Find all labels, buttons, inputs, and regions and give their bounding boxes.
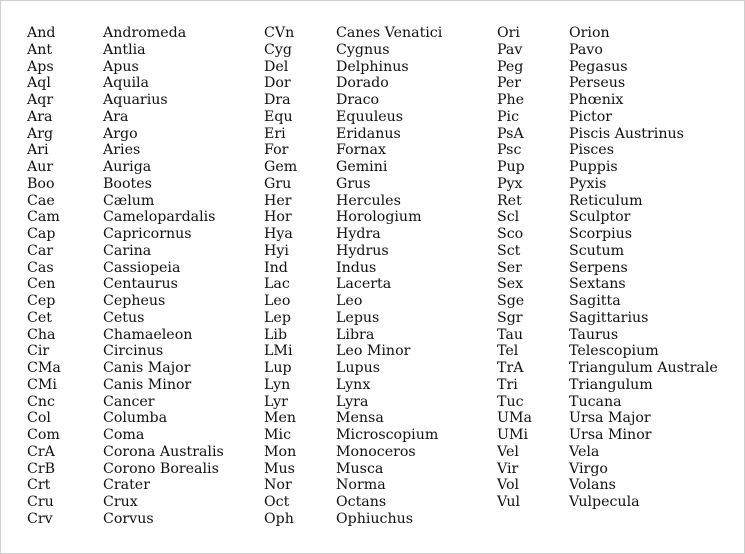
constellation-abbreviation: Ari xyxy=(27,142,49,159)
constellation-abbreviation: Cen xyxy=(27,276,56,293)
constellation-name: Apus xyxy=(103,58,139,75)
constellation-name: Taurus xyxy=(569,326,619,343)
constellation-abbreviation: Vul xyxy=(497,494,521,510)
constellation-abbreviation: Lyr xyxy=(264,393,288,410)
constellation-abbreviation: Peg xyxy=(497,58,524,75)
constellation-abbreviation: CMi xyxy=(27,376,57,393)
constellation-name: Dorado xyxy=(336,75,389,92)
constellation-abbreviation: Aql xyxy=(27,75,51,92)
constellation-name: Orion xyxy=(569,25,610,41)
constellation-abbreviation: UMi xyxy=(497,427,529,443)
constellation-name: Hydrus xyxy=(336,242,389,259)
constellation-abbreviation: Sge xyxy=(497,293,525,309)
constellation-abbreviation: Leo xyxy=(264,293,291,309)
constellation-abbreviation: Boo xyxy=(27,175,55,192)
constellation-abbreviation: Cam xyxy=(27,209,60,226)
constellation-name: Triangulum Australe xyxy=(569,360,718,376)
constellation-abbreviation: Cha xyxy=(27,326,56,343)
constellation-name: Canes Venatici xyxy=(336,25,443,41)
constellation-name: Vela xyxy=(569,443,600,460)
constellation-abbreviation: Hya xyxy=(264,226,293,242)
constellation-name: Ophiuchus xyxy=(336,510,414,527)
constellation-abbreviation: Lib xyxy=(264,326,288,343)
constellation-abbreviation: Crv xyxy=(27,510,53,527)
constellation-name: Aquila xyxy=(103,75,149,92)
constellation-name: Virgo xyxy=(569,460,608,477)
constellation-abbreviation: Sgr xyxy=(497,309,523,326)
constellation-name: Aquarius xyxy=(103,92,168,108)
constellation-name: Argo xyxy=(103,125,138,142)
constellation-name: Ara xyxy=(103,108,129,125)
constellation-name: Antlia xyxy=(103,41,146,58)
constellation-abbreviation: Gem xyxy=(264,159,298,175)
constellation-name: Camelopardalis xyxy=(103,209,216,226)
constellation-name: Microscopium xyxy=(336,427,439,443)
constellation-name: Scorpius xyxy=(569,226,633,242)
constellation-abbreviation: Dra xyxy=(264,92,291,108)
constellation-abbreviation: Psc xyxy=(497,142,522,159)
constellation-name: Perseus xyxy=(569,75,626,92)
constellation-abbreviation: Ret xyxy=(497,192,522,209)
constellation-name: Auriga xyxy=(103,159,152,175)
constellation-abbreviation: Sct xyxy=(497,242,521,259)
constellation-name: Volans xyxy=(569,477,616,494)
constellation-name: Cassiopeia xyxy=(103,259,181,276)
constellation-name: Sagitta xyxy=(569,293,621,309)
constellation-name: Equuleus xyxy=(336,108,404,125)
constellation-abbreviation: Her xyxy=(264,192,292,209)
constellation-name: Lepus xyxy=(336,309,380,326)
constellation-name: Octans xyxy=(336,494,387,510)
constellation-name: Sculptor xyxy=(569,209,631,226)
constellation-name: Musca xyxy=(336,460,384,477)
constellation-abbreviation: CrA xyxy=(27,443,55,460)
constellation-abbreviation: Del xyxy=(264,58,289,75)
constellation-abbreviation: Phe xyxy=(497,92,525,108)
constellation-name: Delphinus xyxy=(336,58,409,75)
constellation-name: Cetus xyxy=(103,309,145,326)
constellation-abbreviation: Lac xyxy=(264,276,290,293)
constellation-abbreviation: Per xyxy=(497,75,522,92)
constellation-abbreviation: Mon xyxy=(264,443,297,460)
constellation-name: Pavo xyxy=(569,41,603,58)
constellation-abbreviation: Vol xyxy=(497,477,520,494)
constellation-abbreviation: Cru xyxy=(27,494,54,510)
constellation-name: Vulpecula xyxy=(569,494,640,510)
constellation-abbreviation: Mus xyxy=(264,460,295,477)
constellation-abbreviation: Ind xyxy=(264,259,288,276)
constellation-name: Telescopium xyxy=(569,343,659,360)
constellation-name: Carina xyxy=(103,242,152,259)
constellation-abbreviation: Aur xyxy=(27,159,54,175)
constellation-abbreviation: Pav xyxy=(497,41,523,58)
constellation-abbreviation: Mic xyxy=(264,427,292,443)
constellation-name: Draco xyxy=(336,92,380,108)
constellation-name: Bootes xyxy=(103,175,152,192)
constellation-name: Eridanus xyxy=(336,125,401,142)
constellation-abbreviation: LMi xyxy=(264,343,293,360)
constellation-abbreviation: Com xyxy=(27,427,60,443)
constellation-name: Libra xyxy=(336,326,375,343)
constellation-name: Lupus xyxy=(336,360,381,376)
constellation-name: Reticulum xyxy=(569,192,643,209)
constellation-name: Horologium xyxy=(336,209,422,226)
constellation-name: Monoceros xyxy=(336,443,416,460)
constellation-name: Pictor xyxy=(569,108,613,125)
constellation-abbreviation: Cnc xyxy=(27,393,55,410)
constellation-name: Piscis Austrinus xyxy=(569,125,684,142)
constellation-abbreviation: Pyx xyxy=(497,175,523,192)
constellation-name: Aries xyxy=(103,142,141,159)
constellation-abbreviation: Aps xyxy=(27,58,54,75)
constellation-abbreviation: Ori xyxy=(497,25,520,41)
constellation-abbreviation: Arg xyxy=(27,125,54,142)
constellation-abbreviation: Crt xyxy=(27,477,51,494)
constellation-abbreviation: Car xyxy=(27,242,54,259)
constellation-name: Chamaeleon xyxy=(103,326,193,343)
constellation-abbreviation: For xyxy=(264,142,289,159)
constellation-name: Tucana xyxy=(569,393,622,410)
constellation-abbreviation: UMa xyxy=(497,410,532,427)
constellation-name: Ursa Major xyxy=(569,410,651,427)
constellation-name: Capricornus xyxy=(103,226,192,242)
constellation-abbreviation: Gru xyxy=(264,175,292,192)
constellation-name: Corono Borealis xyxy=(103,460,219,477)
constellation-abbreviation: PsA xyxy=(497,125,524,142)
constellation-name: Corona Australis xyxy=(103,443,224,460)
constellation-name: Cælum xyxy=(103,192,155,209)
constellation-abbreviation: Vir xyxy=(497,460,519,477)
constellation-abbreviation: Sco xyxy=(497,226,524,242)
constellation-name: Cygnus xyxy=(336,41,390,58)
constellation-name: Ursa Minor xyxy=(569,427,652,443)
constellation-abbreviation: Cae xyxy=(27,192,55,209)
constellation-abbreviation: CVn xyxy=(264,25,295,41)
constellation-abbreviation: Scl xyxy=(497,209,520,226)
constellation-abbreviation: Tri xyxy=(497,376,518,393)
constellation-name: Coma xyxy=(103,427,145,443)
constellation-name: Grus xyxy=(336,175,371,192)
constellation-name: Sextans xyxy=(569,276,626,293)
constellation-abbreviation: And xyxy=(27,25,56,41)
constellation-name: Serpens xyxy=(569,259,628,276)
constellation-name: Gemini xyxy=(336,159,388,175)
constellation-name: Lacerta xyxy=(336,276,392,293)
constellation-abbreviation: Cyg xyxy=(264,41,292,58)
constellation-abbreviation: CMa xyxy=(27,360,61,376)
constellation-abbreviation: Lep xyxy=(264,309,291,326)
constellation-abbreviation: Hyi xyxy=(264,242,289,259)
constellation-name: Lynx xyxy=(336,376,371,393)
constellation-abbreviation: Hor xyxy=(264,209,292,226)
constellation-name: Canis Major xyxy=(103,360,191,376)
constellation-abbreviation: Lup xyxy=(264,360,292,376)
constellation-name: Puppis xyxy=(569,159,618,175)
constellation-abbreviation: Aqr xyxy=(27,92,54,108)
constellation-name: Crux xyxy=(103,494,138,510)
constellation-abbreviation: Dor xyxy=(264,75,291,92)
constellation-abbreviation: Cas xyxy=(27,259,54,276)
constellation-name: Leo xyxy=(336,293,363,309)
constellation-abbreviation: Vel xyxy=(497,443,519,460)
constellation-abbreviation: Ara xyxy=(27,108,53,125)
constellation-name: Pegasus xyxy=(569,58,628,75)
constellation-abbreviation: Tuc xyxy=(497,393,524,410)
constellation-name: Corvus xyxy=(103,510,154,527)
constellation-abbreviation: Pup xyxy=(497,159,525,175)
constellation-abbreviation: Men xyxy=(264,410,297,427)
constellation-name: Indus xyxy=(336,259,377,276)
constellation-abbreviation: Lyn xyxy=(264,376,291,393)
constellation-abbreviation: Cep xyxy=(27,293,56,309)
constellation-abbreviation: Nor xyxy=(264,477,292,494)
constellation-name: Crater xyxy=(103,477,150,494)
constellation-abbreviation: Ant xyxy=(27,41,53,58)
constellation-name: Leo Minor xyxy=(336,343,411,360)
constellation-abbreviation: Cet xyxy=(27,309,52,326)
constellation-name: Columba xyxy=(103,410,168,427)
constellation-name: Sagittarius xyxy=(569,309,649,326)
constellation-name: Pyxis xyxy=(569,175,607,192)
constellation-abbreviation: Cir xyxy=(27,343,50,360)
constellation-abbreviation: Ser xyxy=(497,259,522,276)
constellation-name: Cancer xyxy=(103,393,155,410)
constellation-name: Lyra xyxy=(336,393,369,410)
constellation-name: Hydra xyxy=(336,226,381,242)
constellation-abbreviation: Cap xyxy=(27,226,56,242)
constellation-name: Phœnix xyxy=(569,92,624,108)
constellation-name: Cepheus xyxy=(103,293,166,309)
constellation-abbreviation: Oct xyxy=(264,494,290,510)
constellation-abbreviation: CrB xyxy=(27,460,56,477)
constellation-abbreviation: Tau xyxy=(497,326,523,343)
constellation-abbreviation: Eri xyxy=(264,125,286,142)
constellation-name: Triangulum xyxy=(569,376,653,393)
constellation-name: Norma xyxy=(336,477,386,494)
constellation-abbreviation: Pic xyxy=(497,108,520,125)
constellation-abbreviation: Sex xyxy=(497,276,524,293)
constellation-name: Centaurus xyxy=(103,276,178,293)
constellation-abbreviation: Oph xyxy=(264,510,294,527)
constellation-name: Canis Minor xyxy=(103,376,192,393)
constellation-name: Pisces xyxy=(569,142,614,159)
constellation-abbreviation: Equ xyxy=(264,108,293,125)
constellation-name: Mensa xyxy=(336,410,384,427)
constellation-abbreviation: Tel xyxy=(497,343,519,360)
constellation-abbreviation: TrA xyxy=(497,360,524,376)
constellation-name: Circinus xyxy=(103,343,164,360)
constellation-name: Scutum xyxy=(569,242,625,259)
constellation-name: Andromeda xyxy=(103,25,187,41)
constellation-name: Fornax xyxy=(336,142,386,159)
constellation-name: Hercules xyxy=(336,192,401,209)
constellation-abbreviation: Col xyxy=(27,410,51,427)
